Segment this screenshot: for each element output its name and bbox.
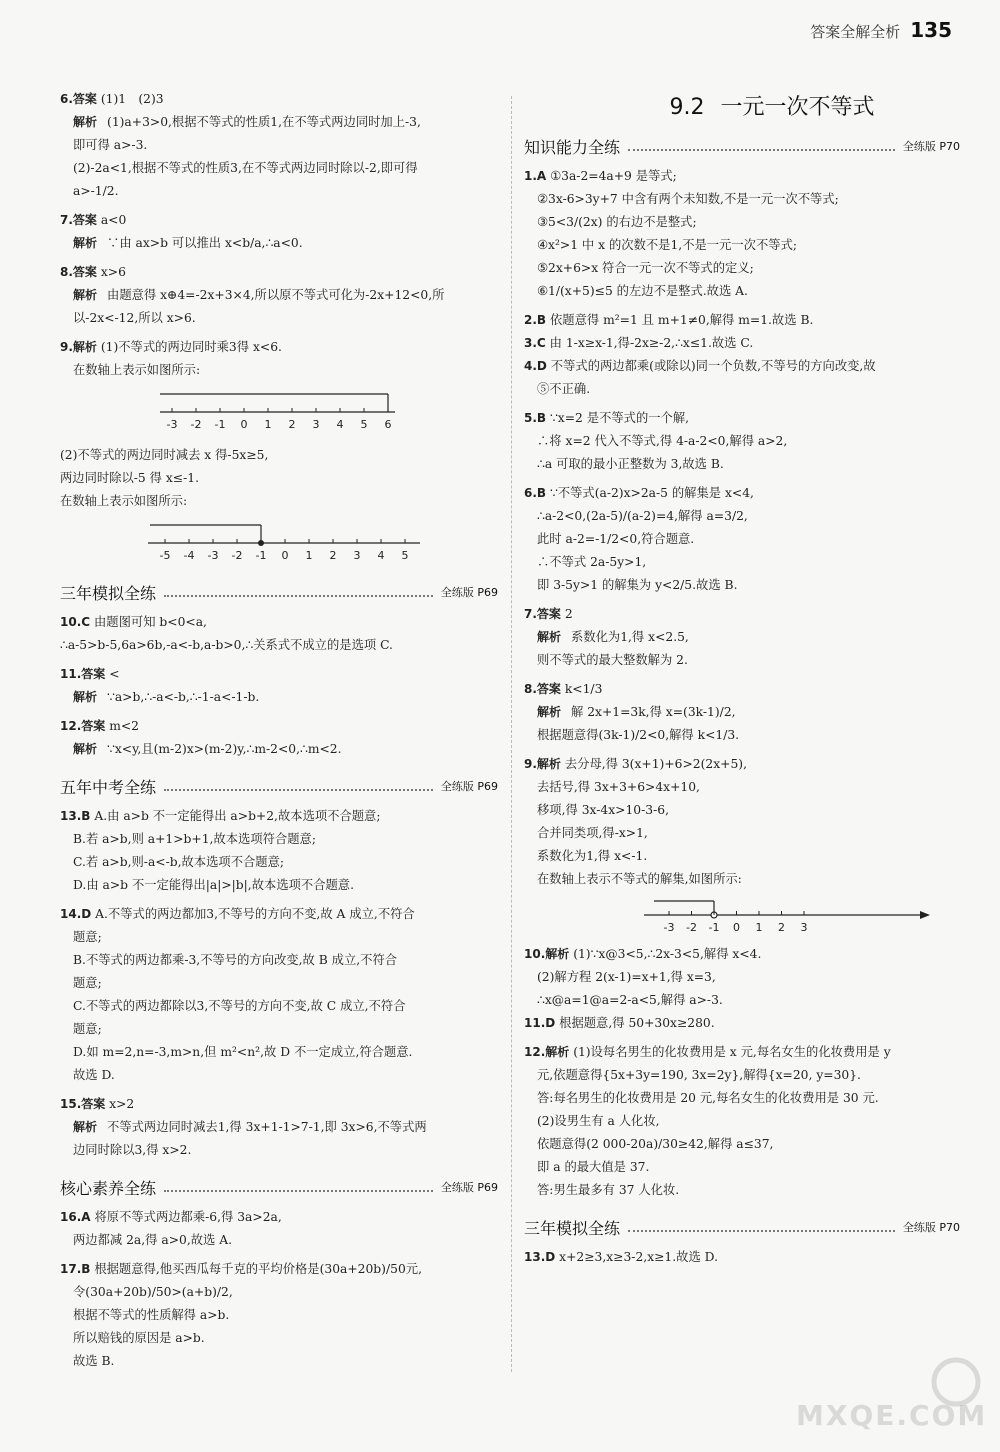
answer-q13 [60,805,498,897]
line: 由题意得 x⊕4=-2x+3×4,所以原不等式可化为-2x+12<0,所 [107,288,445,302]
section-title: 三年模拟全练 [60,583,157,603]
left-column [60,88,498,1379]
number-line-2 [60,517,430,567]
line: ∴不等式 2a-5y>1, [537,555,647,569]
line: ②3x-6>3y+7 中含有两个未知数,不是一元一次不等式; [537,192,839,206]
tick-label: 2 [329,549,337,562]
question-number: 6.答案 [60,92,97,106]
answer-text: a<0 [100,213,127,227]
question-number: 8.答案 [524,682,561,696]
analysis-label: 解析 [73,742,98,756]
line: D.如 m=2,n=-3,m>n,但 m²<n²,故 D 不一定成立,符合题意. [73,1045,413,1059]
line: a>-1/2. [73,184,119,198]
dotted-leader [164,789,433,791]
answer-r2 [524,309,960,401]
line: 根据题意得,他买西瓜每千克的平均价格是(30a+20b)/50元, [94,1262,422,1276]
answer-text: < [109,667,120,681]
chapter-title [584,90,960,121]
tick-label: 5 [401,549,409,562]
tick-label: -3 [663,921,675,934]
answer-q8 [60,261,498,330]
line: 则不等式的最大整数解为 2. [537,653,688,667]
column-divider [511,96,512,1372]
tick-label: 5 [360,418,368,431]
line: 答:每名男生的化妆费用是 20 元,每名女生的化妆费用是 30 元. [537,1091,879,1105]
number-line-3 [634,895,964,935]
tick-label: -2 [190,418,202,431]
tick-label: 0 [733,921,740,934]
question-number: 2.B [524,313,547,327]
line: 故选 B. [73,1354,115,1368]
analysis-label: 解析 [73,690,98,704]
line: 移项,得 3x-4x>10-3-6, [537,803,669,817]
line: x+2≥3,x≥3-2,x≥1.故选 D. [559,1250,718,1264]
line: ⑥1/(x+5)≤5 的左边不是整式.故选 A. [537,284,748,298]
tick-label: 2 [778,921,785,934]
dotted-leader [628,1230,895,1232]
line: A.由 a>b 不一定能得出 a>b+2,故本选项不合题意; [94,809,381,823]
line: ∵x<y,且(m-2)x>(m-2)y,∴m-2<0,∴m<2. [107,742,342,756]
answer-q11 [60,663,498,709]
line: ∴将 x=2 代入不等式,得 4-a-2<0,解得 a>2, [537,434,788,448]
answer-r5 [524,407,960,476]
line: 题意; [73,930,102,944]
question-number: 13.D [524,1250,556,1264]
question-number: 7.答案 [524,607,561,621]
section-ref: 全练版 P69 [440,1181,498,1194]
section-title: 五年中考全练 [60,777,157,797]
line: (2)不等式的两边同时减去 x 得-5x≥5, [60,448,269,462]
line: C.若 a>b,则-a<-b,故本选项不合题意; [73,855,285,869]
line: 题意; [73,976,102,990]
question-number: 9.解析 [524,757,561,771]
tick-label: 1 [264,418,272,431]
answer-r8 [524,678,960,747]
tick-label: 2 [288,418,296,431]
question-number: 11.D [524,1016,556,1030]
line: 依题意得 m²=1 且 m+1≠0,解得 m=1.故选 B. [549,313,814,327]
line: 答:男生最多有 37 人化妆. [537,1183,680,1197]
question-number: 6.B [524,486,547,500]
question-number: 10.解析 [524,947,570,961]
question-number: 5.B [524,411,547,425]
line: 以-2x<-12,所以 x>6. [73,311,196,325]
answer-q14 [60,903,498,1087]
tick-label: 1 [755,921,763,934]
answer-text: x>2 [109,1097,135,1111]
line: ∵不等式(a-2)x>2a-5 的解集是 x<4, [549,486,754,500]
line: ∵由 ax>b 可以推出 x<b/a,∴a<0. [107,236,303,250]
line: 即 a 的最大值是 37. [537,1160,650,1174]
answer-r9 [524,753,960,935]
question-number: 8.答案 [60,265,97,279]
watermark-logo [786,1356,986,1434]
answer-q10 [60,611,498,657]
line: ⑤2x+6>x 符合一元一次不等式的定义; [537,261,754,275]
answer-q15 [60,1093,498,1162]
line: 题意; [73,1022,102,1036]
answer-q12 [60,715,498,761]
line: A.不等式的两边都加3,不等号的方向不变,故 A 成立,不符合 [95,907,415,921]
section-title: 知识能力全练 [524,137,621,157]
line: 由 1-x≥x-1,得-2x≥-2,∴x≤1.故选 C. [549,336,754,350]
line: ∴a-5>b-5,6a>6b,-a<-b,a-b>0,∴关系式不成立的是选项 C. [60,638,393,652]
line: ∵x=2 是不等式的一个解, [549,411,690,425]
line: B.不等式的两边都乘-3,不等号的方向改变,故 B 成立,不符合 [73,953,398,967]
line: D.由 a>b 不一定能得出|a|>|b|,故本选项不合题意. [73,878,355,892]
dotted-leader [628,149,895,151]
question-number: 17.B [60,1262,91,1276]
analysis-label: 解析 [73,236,98,250]
question-number: 12.解析 [524,1045,570,1059]
answer-r7 [524,603,960,672]
tick-label: -2 [686,921,697,934]
question-number: 11.答案 [60,667,106,681]
answer-text: m<2 [109,719,139,733]
line: 合并同类项,得-x>1, [537,826,648,840]
analysis-label: 解析 [73,115,98,129]
line: 将原不等式两边都乘-6,得 3a>2a, [94,1210,282,1224]
answer-text: x>6 [100,265,126,279]
answer-r6 [524,482,960,597]
tick-label: -3 [207,549,219,562]
page-number: 135 [910,18,952,42]
question-number: 15.答案 [60,1097,106,1111]
section-ref: 全练版 P70 [902,1221,960,1234]
line: 在数轴上表示如图所示: [60,494,188,508]
line: 根据不等式的性质解得 a>b. [73,1308,230,1322]
question-number: 13.B [60,809,91,823]
dotted-leader [164,595,433,597]
answer-r13 [524,1246,960,1269]
line: 去分母,得 3(x+1)+6>2(2x+5), [564,757,747,771]
line: ∵a>b,∴-a<-b,∴-1-a<-1-b. [107,690,260,704]
tick-label: -4 [183,549,195,562]
page-header [810,18,952,42]
line: B.若 a>b,则 a+1>b+1,故本选项符合题意; [73,832,316,846]
line: ①3a-2=4a+9 是等式; [550,169,677,183]
line: (2)-2a<1,根据不等式的性质3,在不等式两边同时除以-2,即可得 [73,161,418,175]
section-title: 三年模拟全练 [524,1218,621,1238]
answer-q17 [60,1258,498,1373]
line: 根据题意得(3k-1)/2<0,解得 k<1/3. [537,728,740,742]
line: 系数化为1,得 x<-1. [537,849,648,863]
tick-label: 0 [281,549,289,562]
analysis-label: 解析 [73,288,98,302]
line: 边同时除以3,得 x>2. [73,1143,192,1157]
answer-r12 [524,1041,960,1202]
question-number: 3.C [524,336,546,350]
line: 根据题意,得 50+30x≥280. [559,1016,715,1030]
answer-q16 [60,1206,498,1252]
section-ref: 全练版 P69 [440,586,498,599]
question-number: 14.D [60,907,92,921]
line: 解 2x+1=3k,得 x=(3k-1)/2, [571,705,736,719]
tick-label: -1 [214,418,226,431]
section-title: 核心素养全练 [60,1178,157,1198]
line: (2)解方程 2(x-1)=x+1,得 x=3, [537,970,716,984]
tick-label: 3 [353,549,361,562]
section-ref: 全练版 P70 [902,140,960,153]
line: 此时 a-2=-1/2<0,符合题意. [537,532,695,546]
line: 即可得 a>-3. [73,138,148,152]
line: ④x²>1 中 x 的次数不是1,不是一元一次不等式; [537,238,798,252]
line: C.不等式的两边都除以3,不等号的方向不变,故 C 成立,不符合 [73,999,406,1013]
section-header [60,775,498,797]
line: (1)∵x@3<5,∴2x-3<5,解得 x<4. [573,947,762,961]
tick-label: 3 [800,921,808,934]
number-line-1 [60,386,400,436]
answer-r1 [524,165,960,303]
question-number: 4.D [524,359,547,373]
line: 所以赔钱的原因是 a>b. [73,1331,205,1345]
answer-text: k<1/3 [564,682,603,696]
line: 令(30a+20b)/50>(a+b)/2, [73,1285,233,1299]
section-header [60,1176,498,1198]
analysis-label: 解析 [537,705,562,719]
line: 系数化为1,得 x<2.5, [571,630,689,644]
tick-label: -5 [159,549,171,562]
tick-label: 4 [377,549,385,562]
tick-label: 1 [305,549,313,562]
question-number: 12.答案 [60,719,106,733]
section-header [60,581,498,603]
tick-label: -2 [231,549,243,562]
line: (1)a+3>0,根据不等式的性质1,在不等式两边同时加上-3, [107,115,421,129]
line: ⑤不正确. [537,382,591,396]
section-ref: 全练版 P69 [440,780,498,793]
question-number: 9.解析 [60,340,97,354]
line: (1)不等式的两边同时乘3得 x<6. [100,340,282,354]
line: ∴a-2<0,(2a-5)/(a-2)=4,解得 a=3/2, [537,509,748,523]
line: ∴a 可取的最小正整数为 3,故选 B. [537,457,724,471]
tick-label: -1 [708,921,720,934]
tick-label: -3 [166,418,178,431]
line: 在数轴上表示不等式的解集,如图所示: [537,872,742,886]
tick-label: 6 [384,418,392,431]
answer-q7 [60,209,498,255]
line: 不等式的两边都乘(或除以)同一个负数,不等号的方向改变,故 [550,359,876,373]
line: 元,依题意得{5x+3y=190, 3x=2y},解得{x=20, y=30}. [537,1068,861,1082]
answer-q6 [60,88,498,203]
dotted-leader [164,1190,433,1192]
analysis-label: 解析 [537,630,562,644]
chapter-name: 一元一次不等式 [720,95,875,120]
line: ③5<3/(2x) 的右边不是整式; [537,215,697,229]
section-header [524,135,960,157]
line: 即 3-5y>1 的解集为 y<2/5.故选 B. [537,578,738,592]
line: ∴x@a=1@a=2-a<5,解得 a>-3. [537,993,723,1007]
answer-q9 [60,336,498,567]
tick-label: 0 [240,418,248,431]
axis-arrow [920,911,930,919]
line: 两边都减 2a,得 a>0,故选 A. [73,1233,233,1247]
right-column [524,88,960,1275]
line: 依题意得(2 000-20a)/30≥42,解得 a≤37, [537,1137,774,1151]
tick-label: -1 [255,549,267,562]
answer-r10 [524,943,960,1035]
line: (1)设每名男生的化妆费用是 x 元,每名女生的化妆费用是 y [573,1045,891,1059]
header-title: 答案全解全析 [810,23,901,41]
line: 不等式两边同时减去1,得 3x+1-1>7-1,即 3x>6,不等式两 [107,1120,427,1134]
chapter-number: 9.2 [669,95,705,120]
section-header [524,1216,960,1238]
answer-text: (1)1 (2)3 [100,92,164,106]
question-number: 10.C [60,615,91,629]
line: 故选 D. [73,1068,115,1082]
line: 由题图可知 b<0<a, [94,615,207,629]
analysis-label: 解析 [73,1120,98,1134]
line: 在数轴上表示如图所示: [73,363,201,377]
line: (2)设男生有 a 人化妆, [537,1114,660,1128]
question-number: 1.A [524,169,547,183]
tick-label: 4 [336,418,344,431]
answer-text: 2 [564,607,573,621]
question-number: 16.A [60,1210,91,1224]
line: 去括号,得 3x+3+6>4x+10, [537,780,700,794]
tick-label: 3 [312,418,320,431]
watermark-text: MXQE.COM [796,1399,988,1432]
line: 两边同时除以-5 得 x≤-1. [60,471,200,485]
question-number: 7.答案 [60,213,97,227]
